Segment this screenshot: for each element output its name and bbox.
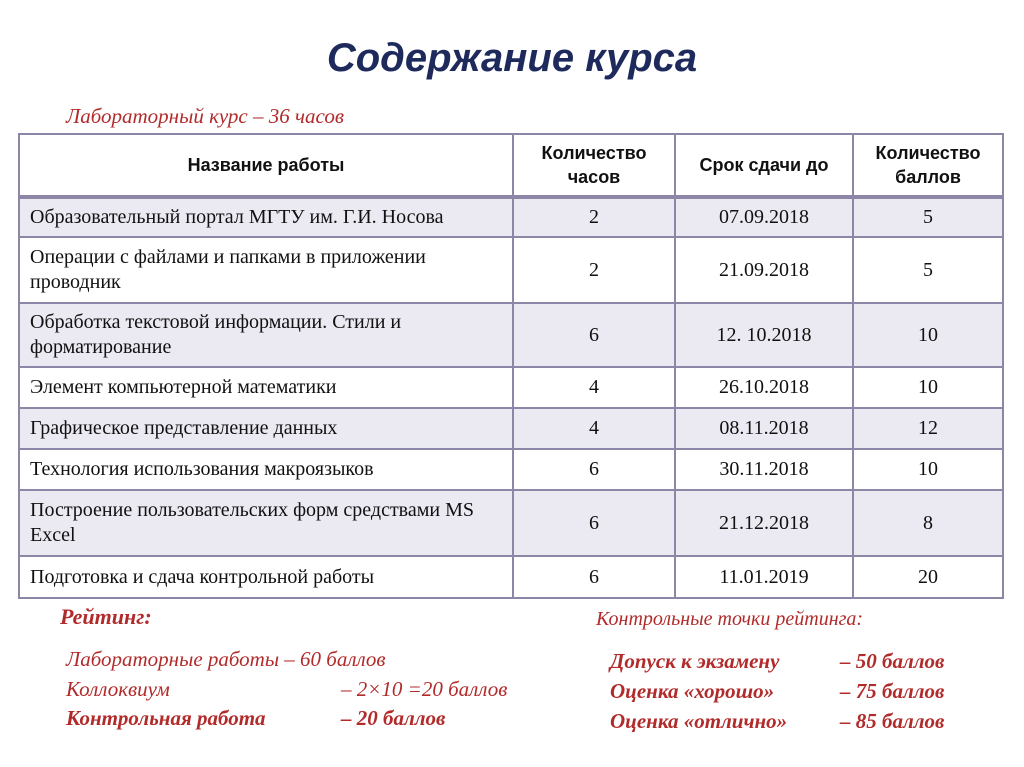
work-name: Операции с файлами и папками в приложении проводник — [19, 237, 513, 303]
checkpoint-label: Оценка «отлично» — [610, 709, 788, 733]
checkpoint-label: Оценка «хорошо» — [610, 679, 775, 703]
work-points: 5 — [853, 197, 1003, 237]
table-row — [19, 237, 1003, 303]
rating-title: Рейтинг: — [60, 604, 152, 629]
work-points: 8 — [853, 490, 1003, 556]
work-hours: 6 — [513, 556, 675, 598]
course-subtitle: Лабораторный курс – 36 часов — [66, 104, 344, 128]
course-table — [18, 133, 1004, 599]
table-header-row — [19, 134, 1003, 197]
rating-item-labs — [66, 647, 386, 672]
work-name: Обработка текстовой информации. Стили и форматирование — [19, 303, 513, 367]
work-deadline: 11.01.2019 — [675, 556, 853, 598]
work-name: Построение пользовательских форм средствами MS Excel — [19, 490, 513, 556]
checkpoint-item-excellent — [610, 709, 945, 734]
work-hours: 4 — [513, 408, 675, 449]
work-deadline: 21.12.2018 — [675, 490, 853, 556]
checkpoint-value: – 85 баллов — [840, 709, 945, 733]
table-row — [19, 408, 1003, 449]
work-deadline: 07.09.2018 — [675, 197, 853, 237]
work-hours: 6 — [513, 490, 675, 556]
work-points: 12 — [853, 408, 1003, 449]
work-deadline: 21.09.2018 — [675, 237, 853, 303]
page-title: Содержание курса — [326, 36, 698, 80]
table-row — [19, 303, 1003, 367]
work-hours: 6 — [513, 449, 675, 490]
rating-item-colloquium — [66, 677, 508, 702]
checkpoint-item-good — [610, 679, 945, 704]
header-work-name: Название работы — [19, 134, 513, 197]
checkpoint-value: – 75 баллов — [840, 679, 945, 703]
table-row — [19, 556, 1003, 598]
work-points: 10 — [853, 449, 1003, 490]
table-row — [19, 197, 1003, 237]
work-deadline: 30.11.2018 — [675, 449, 853, 490]
work-points: 20 — [853, 556, 1003, 598]
rating-item-label: Коллоквиум — [66, 677, 170, 701]
work-points: 5 — [853, 237, 1003, 303]
work-hours: 4 — [513, 367, 675, 408]
rating-item-test — [66, 706, 446, 731]
work-hours: 2 — [513, 237, 675, 303]
work-points: 10 — [853, 303, 1003, 367]
work-name: Элемент компьютерной математики — [19, 367, 513, 408]
checkpoints-title: Контрольные точки рейтинга: — [596, 608, 864, 630]
work-name: Графическое представление данных — [19, 408, 513, 449]
work-deadline: 08.11.2018 — [675, 408, 853, 449]
work-name: Подготовка и сдача контрольной работы — [19, 556, 513, 598]
table-row — [19, 367, 1003, 408]
work-name: Технология использования макроязыков — [19, 449, 513, 490]
rating-item-value: – 2×10 =20 баллов — [341, 677, 508, 701]
work-hours: 6 — [513, 303, 675, 367]
rating-item-value: – 20 баллов — [341, 706, 446, 730]
rating-item-label: Контрольная работа — [66, 706, 266, 730]
checkpoint-label: Допуск к экзамену — [610, 649, 780, 673]
header-points: Количество баллов — [853, 134, 1003, 197]
checkpoint-value: – 50 баллов — [840, 649, 945, 673]
checkpoint-item-exam — [610, 649, 945, 674]
work-deadline: 26.10.2018 — [675, 367, 853, 408]
work-points: 10 — [853, 367, 1003, 408]
table-row — [19, 449, 1003, 490]
work-name: Образовательный портал МГТУ им. Г.И. Носова — [19, 197, 513, 237]
work-deadline: 12. 10.2018 — [675, 303, 853, 367]
header-hours: Количество часов — [513, 134, 675, 197]
rating-item-label: Лабораторные работы – 60 баллов — [66, 647, 386, 671]
header-deadline: Срок сдачи до — [675, 134, 853, 197]
table-row — [19, 490, 1003, 556]
work-hours: 2 — [513, 197, 675, 237]
